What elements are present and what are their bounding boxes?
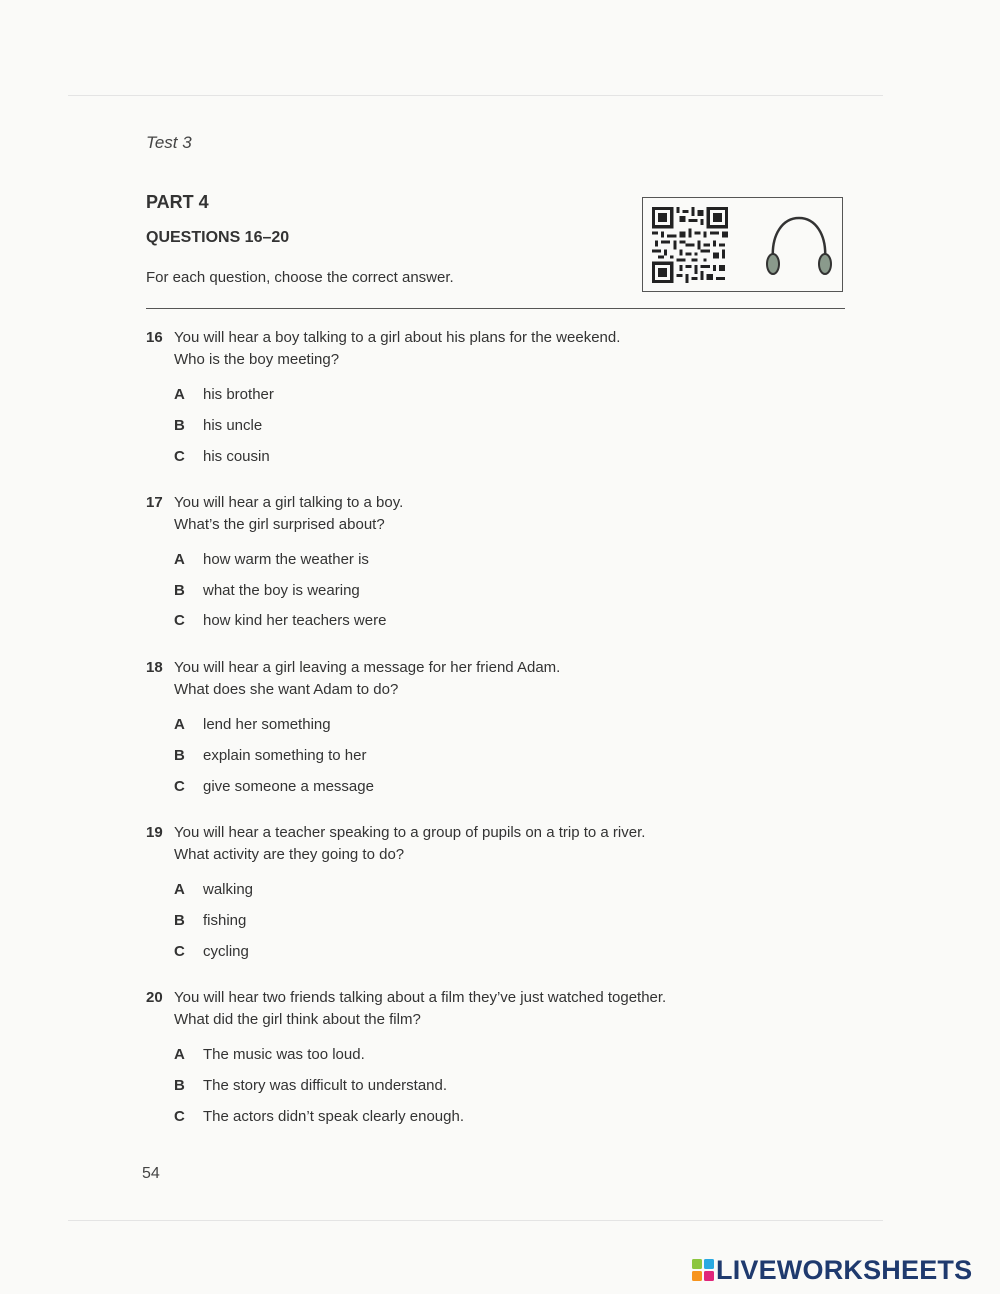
- page-number: 54: [142, 1165, 160, 1182]
- option-text: explain something to her: [203, 747, 367, 764]
- headphones-icon: [763, 212, 835, 278]
- option-letter: C: [174, 1108, 185, 1125]
- option-text: what the boy is wearing: [203, 582, 360, 599]
- part-title: PART 4: [146, 192, 209, 212]
- option-text: cycling: [203, 943, 249, 960]
- option-text: his brother: [203, 386, 274, 403]
- option-text: The story was difficult to understand.: [203, 1077, 448, 1094]
- option-letter: A: [174, 881, 185, 898]
- qr-code-icon[interactable]: [652, 207, 728, 283]
- question-prompt: You will hear a teacher speaking to a group of pupils on a trip to a river.: [174, 824, 646, 841]
- option-letter: B: [174, 417, 185, 434]
- questions-title: QUESTIONS 16–20: [146, 229, 290, 246]
- option-text: walking: [203, 881, 254, 898]
- question-prompt: You will hear two friends talking about a film they’ve just watched together.: [174, 989, 667, 1006]
- question-number: 19: [146, 824, 163, 841]
- instruction-text: For each question, choose the correct answer.: [146, 269, 454, 286]
- option-text: how warm the weather is: [203, 551, 369, 568]
- option-letter: A: [174, 716, 185, 733]
- section-divider: [146, 308, 845, 309]
- question-prompt: You will hear a girl leaving a message for her friend Adam.: [174, 659, 561, 676]
- brand-name: LIVEWORKSHEETS: [716, 1255, 973, 1285]
- option-text: give someone a message: [203, 778, 374, 795]
- question-prompt: You will hear a girl talking to a boy.: [174, 494, 404, 511]
- question-text: Who is the boy meeting?: [174, 351, 340, 368]
- test-label: Test 3: [146, 133, 192, 152]
- option-letter: C: [174, 612, 185, 629]
- question-text: What activity are they going to do?: [174, 846, 405, 863]
- option-text: his cousin: [203, 448, 270, 465]
- question-text: What did the girl think about the film?: [174, 1011, 421, 1028]
- question-number: 18: [146, 659, 163, 676]
- option-letter: B: [174, 747, 185, 764]
- option-letter: A: [174, 551, 185, 568]
- option-text: The music was too loud.: [203, 1046, 365, 1063]
- option-text: lend her something: [203, 716, 331, 733]
- option-letter: C: [174, 448, 185, 465]
- option-text: fishing: [203, 912, 247, 929]
- question-number: 16: [146, 329, 163, 346]
- option-letter: B: [174, 582, 185, 599]
- liveworksheets-logo-icon: [692, 1259, 714, 1281]
- question-number: 17: [146, 494, 163, 511]
- option-text: The actors didn’t speak clearly enough.: [203, 1108, 464, 1125]
- question-text: What’s the girl surprised about?: [174, 516, 385, 533]
- option-letter: B: [174, 1077, 185, 1094]
- top-divider: [68, 95, 883, 96]
- option-letter: A: [174, 386, 185, 403]
- bottom-divider: [68, 1220, 883, 1221]
- question-text: What does she want Adam to do?: [174, 681, 399, 698]
- option-text: his uncle: [203, 417, 263, 434]
- option-text: how kind her teachers were: [203, 612, 387, 629]
- option-letter: C: [174, 943, 185, 960]
- question-number: 20: [146, 989, 163, 1006]
- question-prompt: You will hear a boy talking to a girl about his plans for the weekend.: [174, 329, 621, 346]
- option-letter: B: [174, 912, 185, 929]
- audio-box: [642, 197, 843, 292]
- option-letter: C: [174, 778, 185, 795]
- option-letter: A: [174, 1046, 185, 1063]
